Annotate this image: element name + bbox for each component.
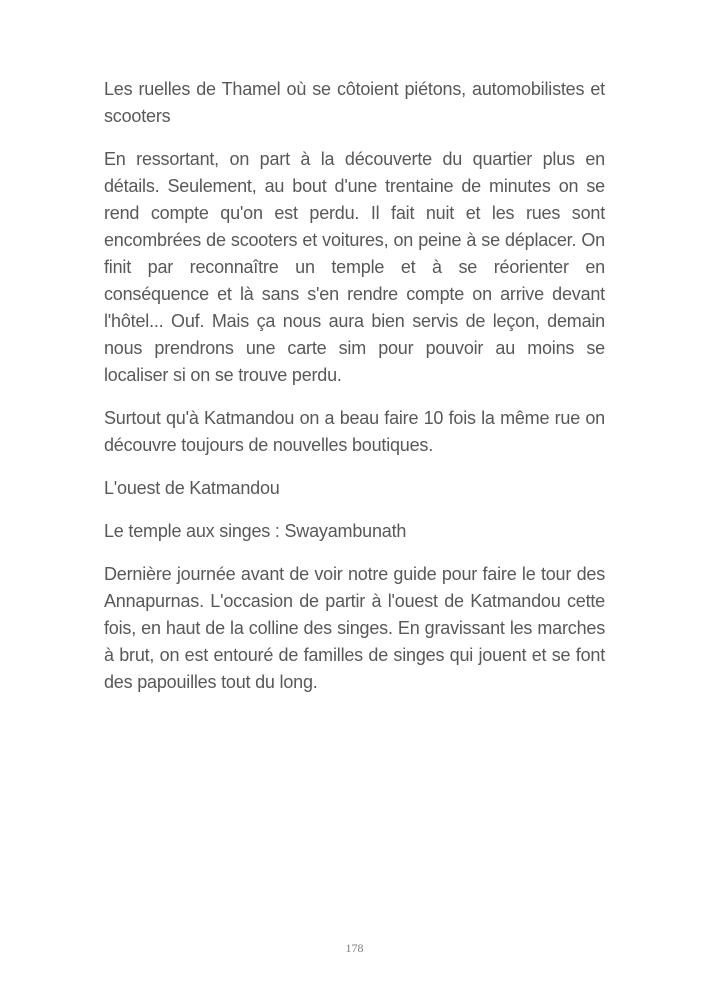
paragraph-boutiques: Surtout qu'à Katmandou on a beau faire 10 fois la même rue on découvre toujours de nouvelles boutiques. (104, 408, 605, 455)
paragraph-thamel-heading: Les ruelles de Thamel où se côtoient piétons, automobilistes et scooters (104, 79, 605, 126)
page-number: 178 (345, 941, 364, 955)
paragraph-lost-in-thamel: En ressortant, on part à la découverte du quartier plus en détails. Seulement, au bout d'une trentaine de minutes on se rend compte qu'on est perdu. Il fait nuit et les rues sont encombrées de scooters et voitures, on peine à se déplacer. On finit par reconnaître un temple et à se réorienter en conséquence et là sans s'en rendre compte on arrive devant l'hôtel... Ouf. Mais ça nous aura bien servis de leçon, demain nous prendrons une carte sim pour pouvoir au moins se localiser si on se trouve perdu. (104, 149, 605, 385)
page-content (104, 76, 605, 712)
paragraph-swayambunath-heading: Le temple aux singes : Swayambunath (104, 521, 407, 541)
paragraph-ouest-katmandou-heading: L'ouest de Katmandou (104, 478, 280, 498)
paragraph-derniere-journee: Dernière journée avant de voir notre guide pour faire le tour des Annapurnas. L'occasion de partir à l'ouest de Katmandou cette fois, en haut de la colline des singes. En gravissant les marches à brut, on est entouré de familles de singes qui jouent et se font des papouilles tout du long. (104, 564, 605, 692)
